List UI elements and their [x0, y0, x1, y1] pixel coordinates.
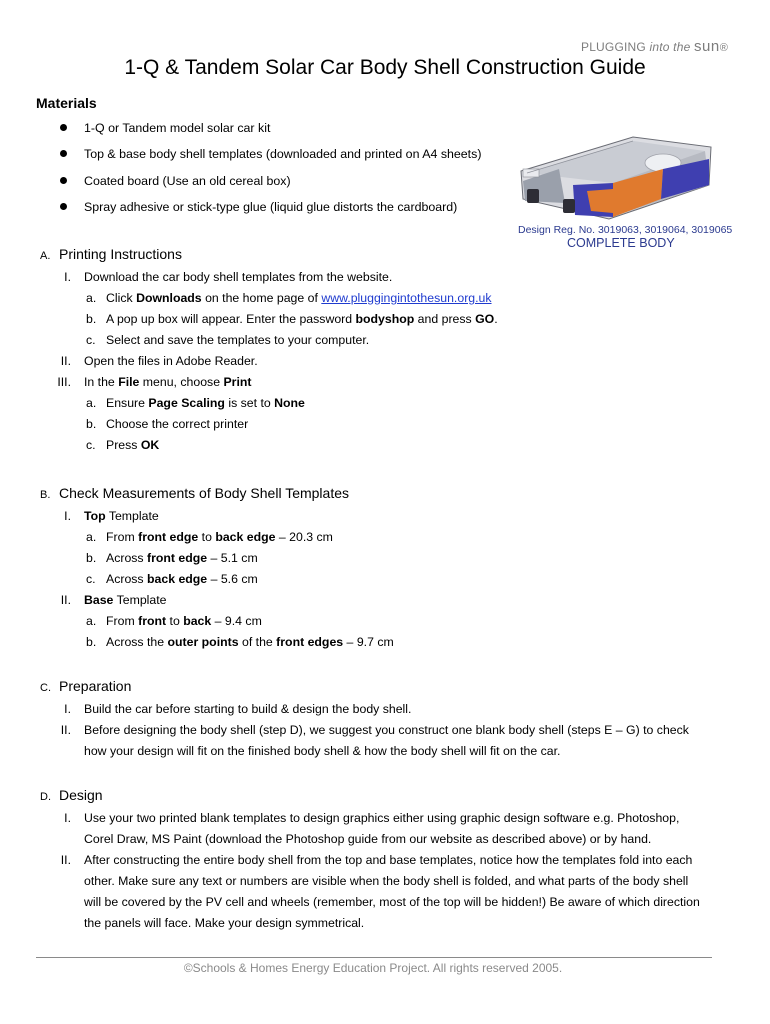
sub-letter: b. — [86, 635, 97, 649]
bold-run: GO — [475, 312, 495, 326]
item-text: Download the car body shell templates from the website. — [84, 270, 393, 284]
materials-item-text: Spray adhesive or stick-type glue (liquid glue distorts the cardboard) — [84, 199, 458, 214]
item-text — [84, 509, 159, 523]
brand-sun: sun — [694, 38, 720, 55]
sub-item — [86, 333, 369, 347]
sub-letter: b. — [86, 551, 97, 565]
text-run: Across — [106, 551, 147, 565]
roman-numeral: II. — [60, 354, 71, 368]
text-run: – 9.4 cm — [211, 614, 262, 628]
website-link[interactable]: www.pluggingintothesun.org.uk — [321, 291, 492, 305]
roman-numeral: II. — [60, 853, 71, 867]
sub-letter: b. — [86, 312, 97, 326]
text-run: Press — [106, 438, 141, 452]
text-run: A pop up box will appear. Enter the password — [106, 312, 356, 326]
bullet-icon — [60, 203, 67, 210]
text-run: Ensure — [106, 396, 149, 410]
sub-item — [86, 614, 262, 628]
text-run: From — [106, 614, 139, 628]
bullet-icon — [60, 150, 67, 157]
sub-letter: c. — [86, 333, 96, 347]
bold-run: back edge — [215, 530, 276, 544]
item-text: Build the car before starting to build & design the body shell. — [84, 702, 412, 716]
text-run: From — [106, 530, 139, 544]
footer-divider — [36, 957, 712, 958]
roman-numeral: II. — [60, 593, 71, 607]
item-text: Before designing the body shell (step D), we suggest you construct one blank body shell (steps E – G) to check — [84, 723, 689, 737]
materials-item — [60, 200, 481, 226]
materials-item-text: Top & base body shell templates (downloaded and printed on A4 sheets) — [84, 147, 482, 162]
text-run: Template — [105, 509, 159, 523]
sub-item — [86, 572, 258, 586]
bullet-icon — [60, 177, 67, 184]
text-run: – 5.6 cm — [207, 572, 258, 586]
sub-item — [86, 417, 248, 431]
materials-item — [60, 121, 481, 147]
brand-registered: ® — [719, 42, 728, 54]
section-title: Printing Instructions — [59, 246, 182, 262]
item-text-continued: Corel Draw, MS Paint (download the Photoshop guide from our website as described above) or by hand. — [84, 832, 652, 846]
bold-run: front — [138, 614, 167, 628]
bold-run: outer points — [167, 635, 239, 649]
text-run: Click — [106, 291, 137, 305]
section-letter: A. — [40, 250, 51, 262]
design-registration: Design Reg. No. 3019063, 3019064, 3019065 — [518, 224, 733, 236]
sub-letter: b. — [86, 417, 97, 431]
roman-numeral: I. — [64, 509, 71, 523]
brand-mark — [581, 38, 728, 55]
text-run: Choose the correct printer — [106, 417, 249, 431]
bold-run: Downloads — [136, 291, 202, 305]
sub-item — [86, 438, 159, 452]
text-run: on the home page of — [201, 291, 322, 305]
solar-car-body-image — [513, 133, 713, 225]
text-run: Across — [106, 572, 147, 586]
materials-item-text: Coated board (Use an old cereal box) — [84, 173, 291, 188]
materials-item-text: 1-Q or Tandem model solar car kit — [84, 121, 271, 135]
copyright-footer: ©Schools & Homes Energy Education Project. All rights reserved 2005. — [183, 961, 563, 975]
text-run: menu, choose — [139, 375, 224, 389]
text-run: and press — [414, 312, 476, 326]
item-text — [84, 375, 251, 389]
text-run: In the — [84, 375, 119, 389]
item-text-continued: will be covered by the PV cell and wheels (remember, most of the top will be hidden!) Be aware of which direction — [84, 895, 700, 909]
section-c-heading — [40, 678, 131, 694]
text-run: – 9.7 cm — [343, 635, 394, 649]
bold-run: front edges — [276, 635, 344, 649]
roman-numeral: II. — [60, 723, 71, 737]
text-run: Select and save the templates to your computer. — [106, 333, 370, 347]
text-run: to — [166, 614, 184, 628]
text-run: . — [494, 312, 498, 326]
sub-item — [86, 312, 498, 326]
item-text-continued: the panels will face. Make your design symmetrical. — [84, 916, 365, 930]
sub-letter: c. — [86, 572, 96, 586]
text-run: – 20.3 cm — [275, 530, 333, 544]
item-text — [84, 593, 167, 607]
text-run: is set to — [224, 396, 275, 410]
item-text: After constructing the entire body shell from the top and base templates, notice how the templates fold into each — [84, 853, 693, 867]
figure-caption: COMPLETE BODY — [567, 236, 675, 250]
brand-into-the: into the — [649, 40, 691, 54]
bold-run: bodyshop — [355, 312, 415, 326]
text-run: to — [198, 530, 216, 544]
materials-list — [60, 121, 481, 226]
text-run: Template — [113, 593, 167, 607]
document-title: 1-Q & Tandem Solar Car Body Shell Construction Guide — [124, 56, 646, 79]
item-text-continued: other. Make sure any text or numbers are visible when the body shell is folded, and what parts of the body shell — [84, 874, 689, 888]
roman-numeral: I. — [64, 270, 71, 284]
materials-heading: Materials — [36, 95, 97, 111]
bold-run: back — [183, 614, 212, 628]
bold-run: back edge — [147, 572, 208, 586]
bold-run: File — [118, 375, 140, 389]
bold-run: Page Scaling — [148, 396, 225, 410]
materials-item — [60, 174, 481, 200]
sub-letter: a. — [86, 291, 97, 305]
section-letter: D. — [40, 791, 51, 803]
text-run: Across the — [106, 635, 168, 649]
sub-item — [86, 635, 394, 649]
section-letter: C. — [40, 682, 51, 694]
text-run: of the — [238, 635, 277, 649]
bold-run: front edge — [138, 530, 199, 544]
sub-letter: a. — [86, 530, 97, 544]
bold-run: Print — [223, 375, 252, 389]
bold-run: None — [274, 396, 305, 410]
section-a-heading — [40, 246, 182, 262]
bold-run: Top — [84, 509, 106, 523]
materials-item — [60, 147, 481, 173]
bullet-icon — [60, 124, 67, 131]
section-d-heading — [40, 787, 103, 803]
roman-numeral: III. — [57, 375, 71, 389]
section-b-heading — [40, 485, 349, 501]
sub-item — [86, 530, 333, 544]
item-text: Open the files in Adobe Reader. — [84, 354, 258, 368]
bold-run: front edge — [147, 551, 208, 565]
text-run: – 5.1 cm — [207, 551, 258, 565]
section-title: Design — [59, 787, 103, 803]
bold-run: Base — [84, 593, 114, 607]
sub-item — [86, 551, 258, 565]
roman-numeral: I. — [64, 811, 71, 825]
sub-letter: c. — [86, 438, 96, 452]
sub-item — [86, 396, 305, 410]
section-title: Check Measurements of Body Shell Templates — [59, 485, 349, 501]
sub-letter: a. — [86, 396, 97, 410]
brand-plugging: PLUGGING — [580, 40, 646, 54]
bold-run: OK — [140, 438, 160, 452]
roman-numeral: I. — [64, 702, 71, 716]
section-letter: B. — [40, 489, 51, 501]
sub-item — [86, 291, 492, 305]
item-text-continued: how your design will fit on the finished body shell & how the body shell will fit on the car. — [84, 744, 561, 758]
section-title: Preparation — [59, 678, 132, 694]
sub-letter: a. — [86, 614, 97, 628]
item-text: Use your two printed blank templates to design graphics either using graphic design software e.g. Photoshop, — [84, 811, 680, 825]
